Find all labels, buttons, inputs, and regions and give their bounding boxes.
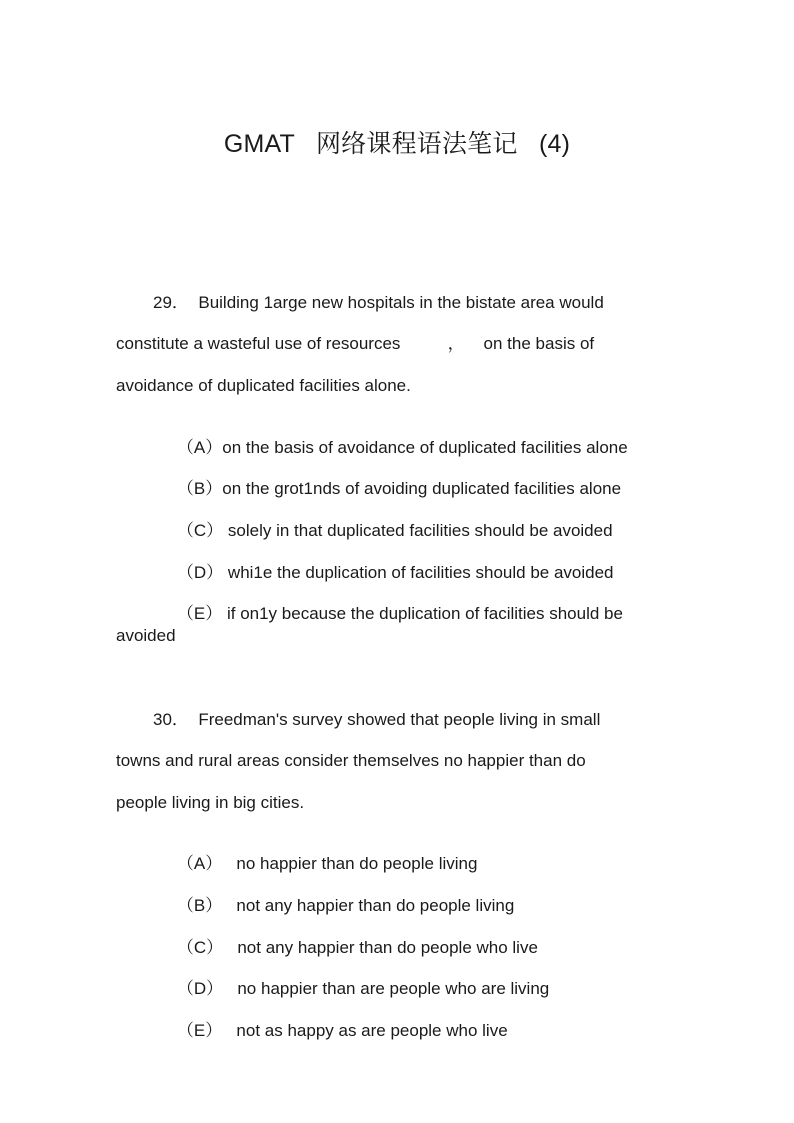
option-text: no happier than are people who are living: [223, 979, 550, 998]
option-text: if on1y because the duplication of facilities should be: [222, 604, 623, 623]
option-letter: （B）: [176, 479, 223, 498]
option-text: not any happier than do people who live: [223, 938, 538, 957]
option-text: no happier than do people living: [222, 854, 478, 873]
option-text: not any happier than do people living: [222, 896, 515, 915]
option-text: solely in that duplicated facilities should be avoided: [223, 521, 613, 540]
question-stem-line: constitute a wasteful use of resources ， on the basis of: [116, 334, 595, 353]
question-stem-line: people living in big cities.: [116, 793, 305, 812]
option-letter: （A）: [176, 854, 223, 873]
option-letter: （E）: [176, 604, 223, 623]
question-stem-line: towns and rural areas consider themselves no happier than do: [116, 751, 586, 770]
option-text: on the basis of avoidance of duplicated facilities alone: [222, 438, 628, 457]
option-letter: （D）: [176, 563, 224, 582]
option-letter: （C）: [176, 521, 224, 540]
question-stem-line: avoidance of duplicated facilities alone.: [116, 376, 411, 395]
answer-option-e: [158, 584, 623, 644]
option-letter: （B）: [176, 896, 223, 915]
option-continuation: avoided: [116, 626, 176, 645]
option-letter: （E）: [176, 1021, 223, 1040]
option-text: on the grot1nds of avoiding duplicated facilities alone: [222, 479, 622, 498]
option-letter: （C）: [176, 938, 224, 957]
answer-option-e: [158, 1001, 508, 1061]
question-stem-line: 30． Freedman's survey showed that people living in small: [153, 710, 601, 729]
option-text: not as happy as are people who live: [222, 1021, 508, 1040]
option-text: whi1e the duplication of facilities should be avoided: [223, 563, 614, 582]
option-letter: （A）: [176, 438, 223, 457]
page-title: GMAT 网络课程语法笔记 (4): [223, 130, 571, 158]
question-stem-line: 29． Building 1arge new hospitals in the bistate area would: [153, 293, 604, 312]
option-letter: （D）: [176, 979, 224, 998]
